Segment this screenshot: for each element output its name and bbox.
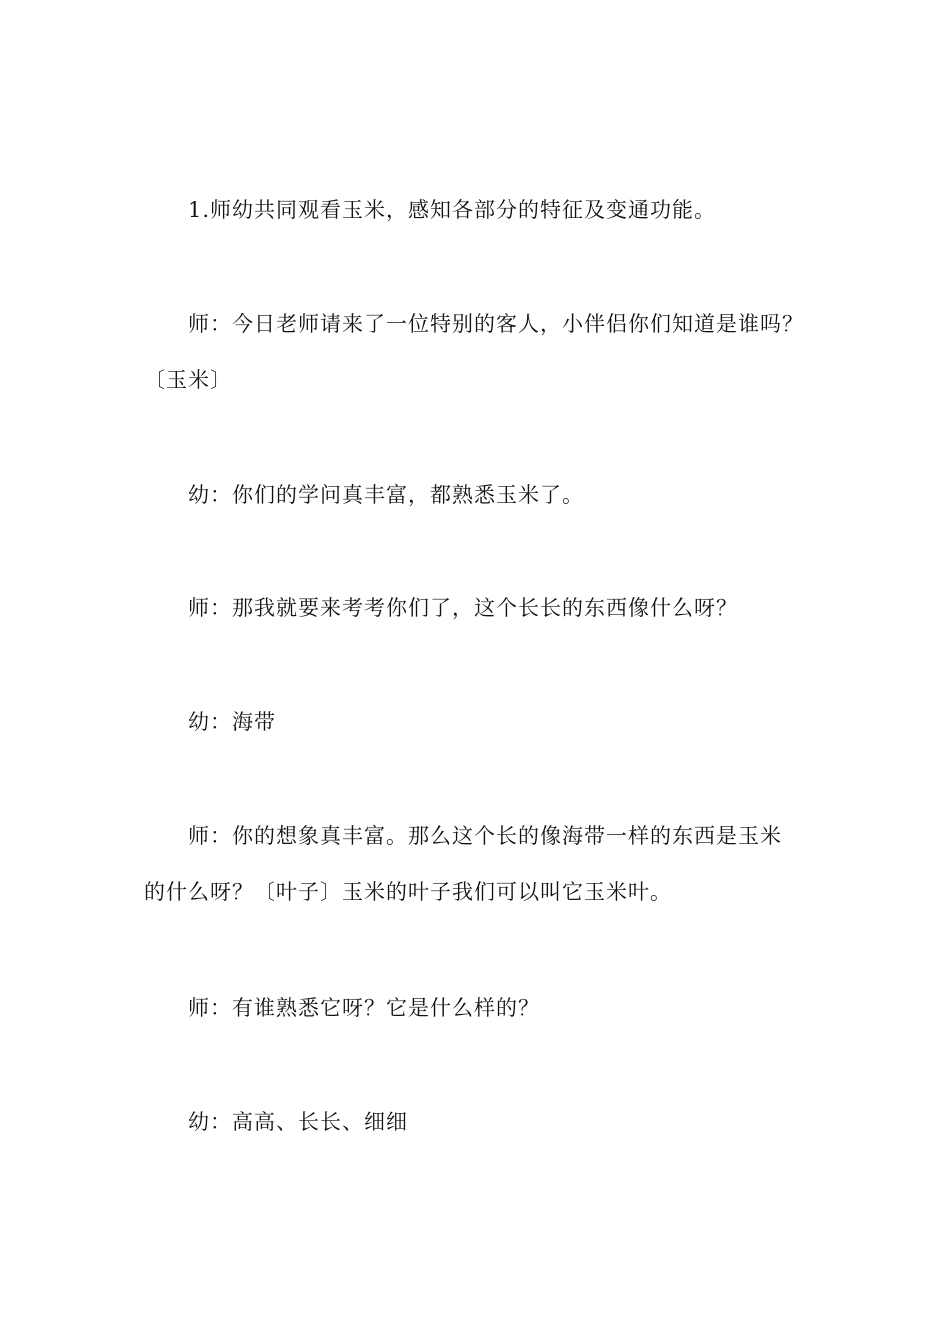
paragraph-3: [144, 485, 824, 506]
paragraph-6: [144, 826, 824, 903]
paragraph-line: 幼：你们的学问真丰富，都熟悉玉米了。: [188, 483, 584, 507]
paragraph-line: 〔玉米〕: [144, 368, 232, 392]
paragraph-1: [144, 200, 824, 221]
paragraph-5: [144, 712, 824, 733]
paragraph-4: [144, 598, 824, 619]
paragraph-line: 师：有谁熟悉它呀？它是什么样的？: [188, 996, 540, 1020]
paragraph-line: 幼：海带: [188, 710, 276, 734]
paragraph-8: [144, 1112, 824, 1133]
paragraph-line: 的什么呀？〔叶子〕玉米的叶子我们可以叫它玉米叶。: [144, 880, 672, 904]
paragraph-line: 师：你的想象真丰富。那么这个长的像海带一样的东西是玉米: [188, 824, 782, 848]
paragraph-2: [144, 314, 824, 391]
paragraph-7: [144, 998, 824, 1019]
paragraph-line: 师：今日老师请来了一位特别的客人，小伴侣你们知道是谁吗？: [188, 312, 804, 336]
paragraph-line: 师：那我就要来考考你们了，这个长长的东西像什么呀？: [188, 596, 738, 620]
paragraph-line: 1.师幼共同观看玉米，感知各部分的特征及变通功能。: [188, 198, 717, 222]
paragraph-line: 幼：高高、长长、细细: [188, 1110, 408, 1134]
